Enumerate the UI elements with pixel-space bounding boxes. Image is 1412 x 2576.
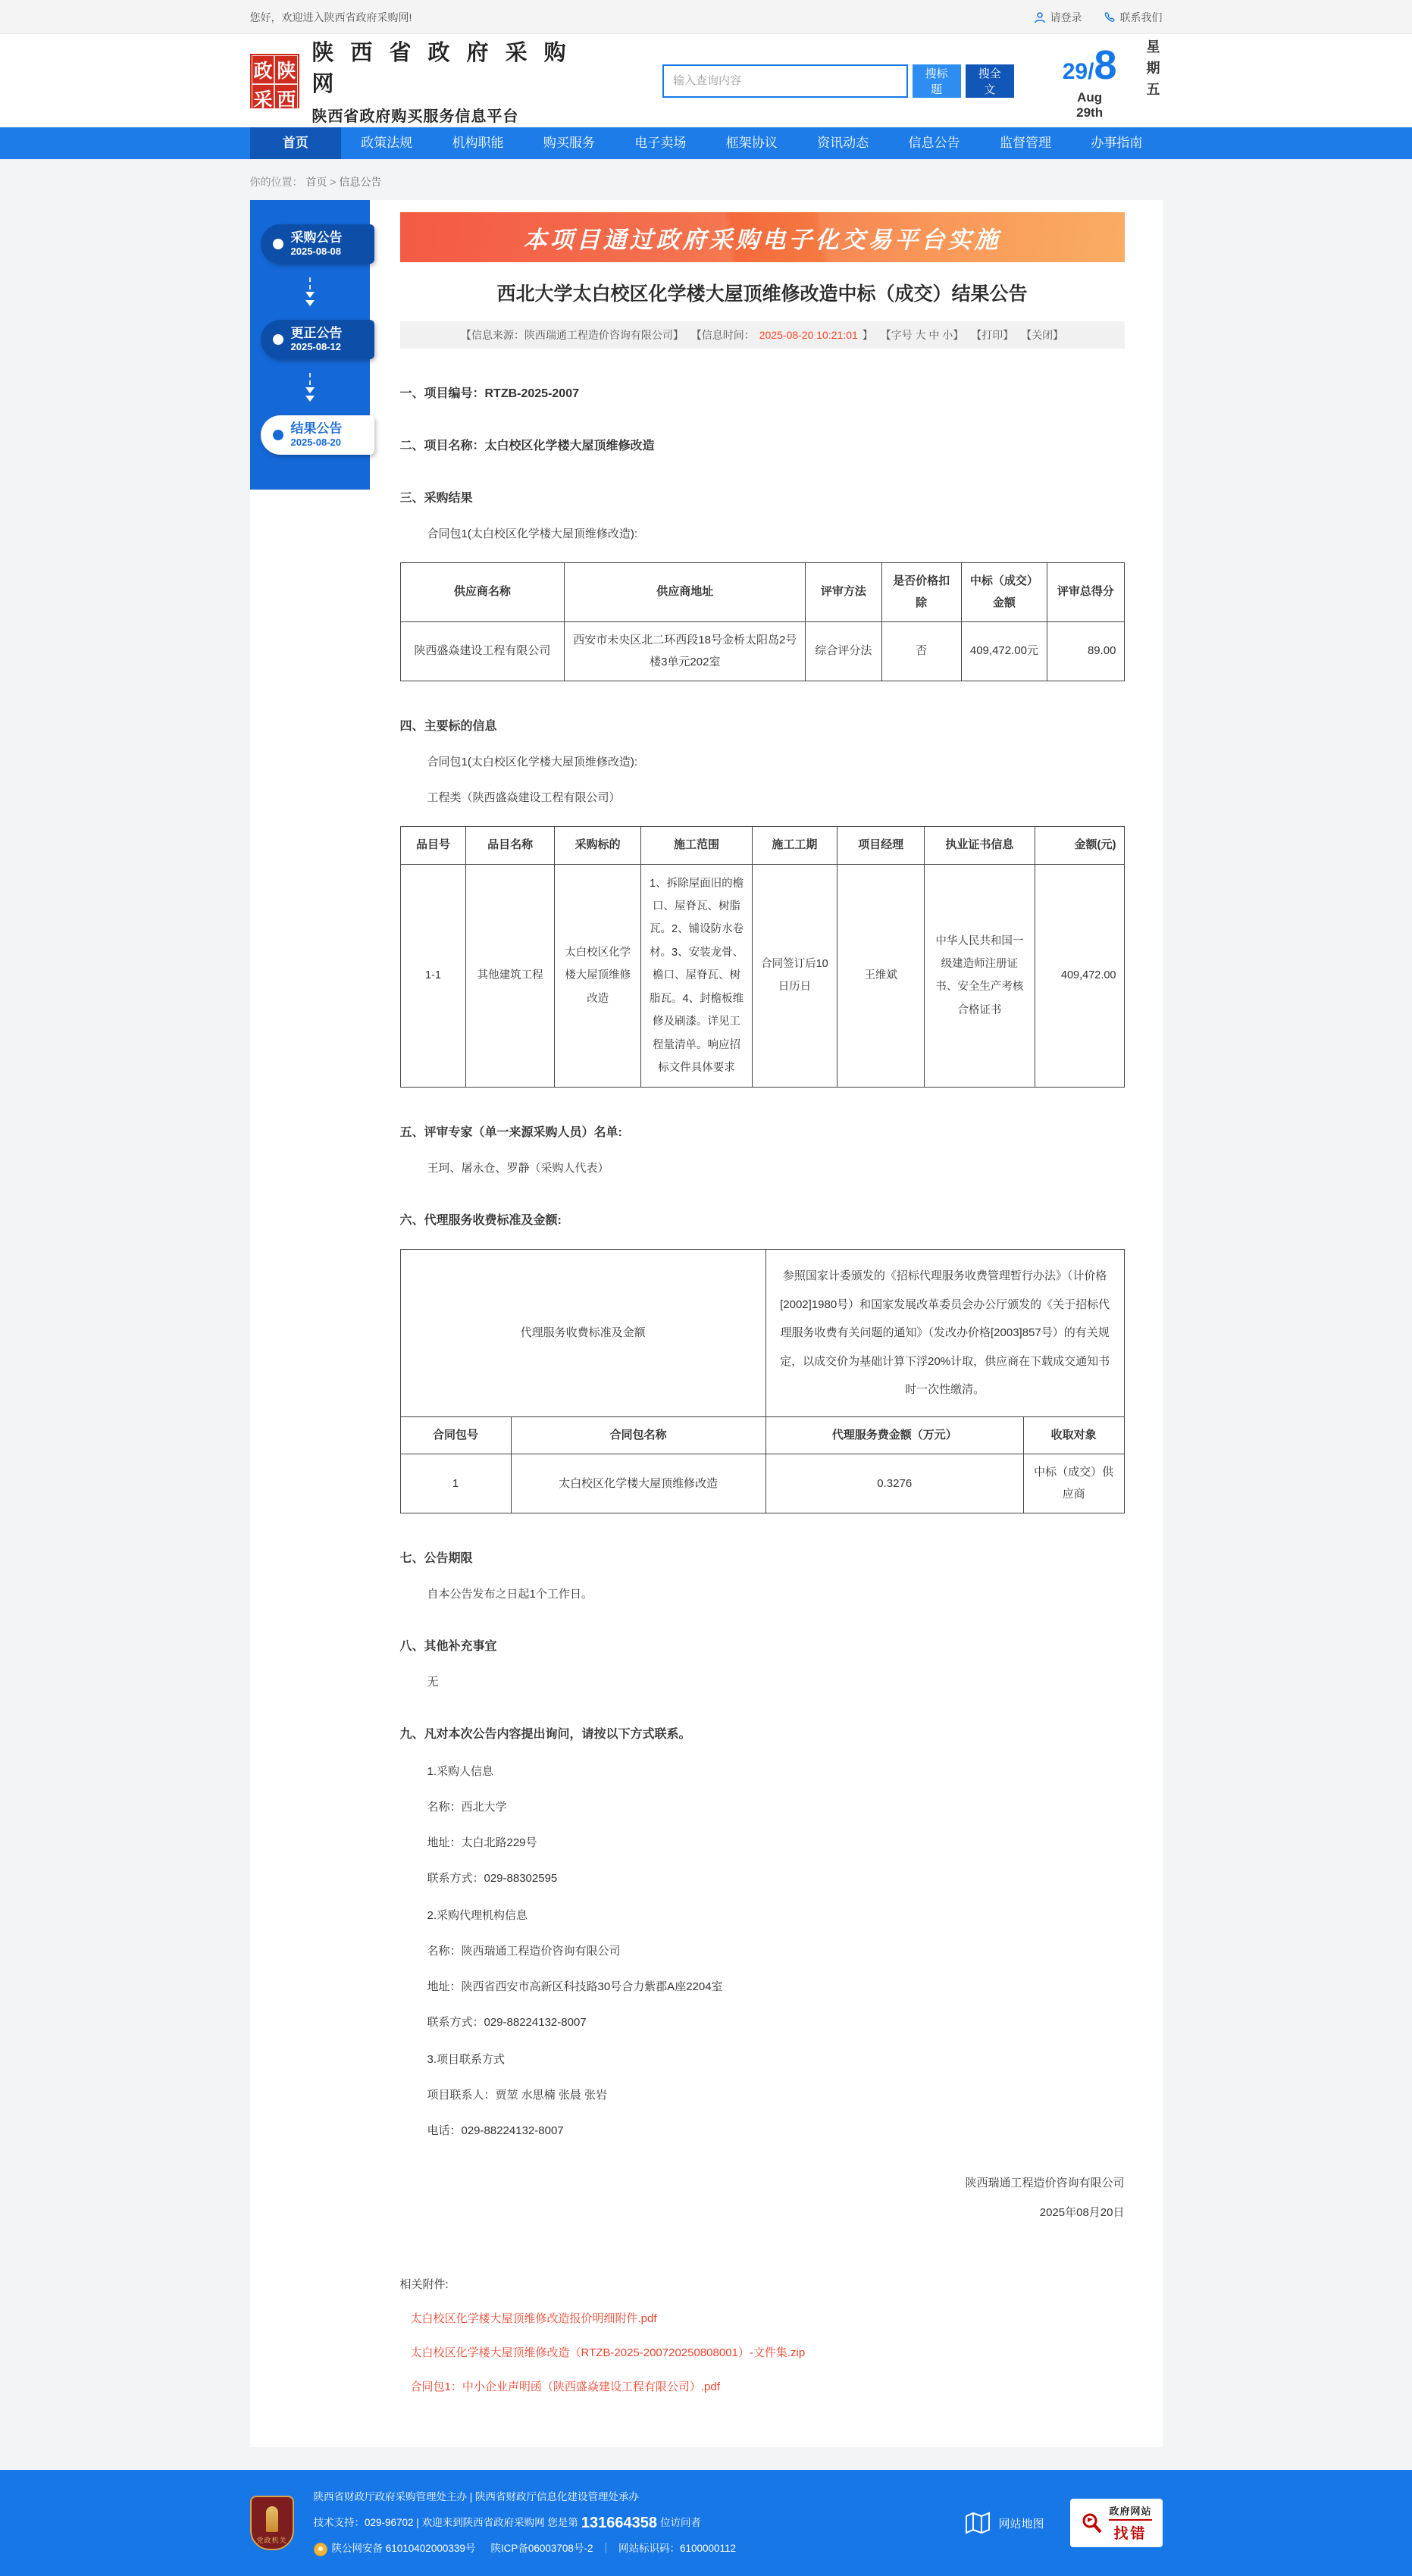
site-code: 网站标识码：6100000112 — [618, 2543, 737, 2555]
info-time: 2025-08-20 10:21:01 — [759, 329, 858, 341]
attachments-section — [400, 2276, 1125, 2394]
project-contact-title: 3.项目联系方式 — [427, 2053, 506, 2067]
breadcrumb-current-link[interactable]: 信息公告 — [339, 176, 382, 188]
contact-line: 项目联系人：贾堃 水思楠 张晨 张岩 — [427, 2089, 608, 2102]
platform-banner: 本项目通过政府采购电子化交易平台实施 — [400, 212, 1125, 262]
section-other-matters: 八、其他补充事宜 — [399, 1640, 497, 1654]
signature-block — [400, 2168, 1125, 2227]
agency-fee-table — [400, 1249, 1125, 1513]
attachment-link[interactable]: 太白校区化学楼大屋顶维修改造（RTZB-2025-200720250808001）-文件集.zip — [410, 2346, 806, 2360]
purchaser-info-title: 1.采购人信息 — [427, 1765, 494, 1779]
nav-item-supervision[interactable]: 监督管理 — [999, 136, 1051, 150]
login-link[interactable]: 请登录 — [1034, 10, 1082, 25]
section-procurement-result: 三、采购结果 — [399, 492, 473, 505]
attachment-link[interactable]: 合同包1：中小企业声明函（陕西盛焱建设工程有限公司）.pdf — [410, 2380, 720, 2394]
table-header-row: 合同包号 合同包名称 代理服务费金额（万元） 收取对象 — [400, 1416, 1124, 1454]
search-input[interactable] — [662, 64, 908, 98]
section-experts: 五、评审专家（单一来源采购人员）名单: — [399, 1126, 622, 1140]
info-source: 【信息来源：陕西瑞通工程造价咨询有限公司】 — [460, 329, 684, 341]
contact-line: 名称：西北大学 — [427, 1801, 507, 1814]
timeline-arrow-icon — [250, 264, 370, 320]
timeline-arrow-icon — [250, 359, 370, 415]
sitemap-link[interactable]: 网站地图 — [965, 2512, 1044, 2534]
search-title-button[interactable]: 搜标题 — [913, 64, 961, 98]
expert-names: 王珂、屠永仓、罗静（采购人代表） — [427, 1162, 609, 1175]
step-dot — [273, 334, 283, 345]
announcement-timeline — [250, 200, 370, 490]
site-header — [0, 34, 1412, 127]
nav-item-purchase-services[interactable]: 购买服务 — [543, 136, 595, 150]
top-bar — [0, 0, 1412, 34]
nav-item-policies[interactable]: 政策法规 — [361, 136, 413, 150]
phone-icon — [1104, 11, 1116, 23]
close-button[interactable]: 【关闭】 — [1021, 329, 1064, 341]
contact-line: 名称：陕西瑞通工程造价咨询有限公司 — [427, 1945, 621, 1958]
section-project-number: 一、项目编号：RTZB-2025-2007 — [399, 387, 580, 400]
timeline-step-result[interactable]: 结果公告 2025-08-20 — [261, 415, 374, 455]
nav-item-news[interactable]: 资讯动态 — [817, 136, 869, 150]
section-main-bid-info: 四、主要标的信息 — [399, 720, 497, 733]
nav-item-emall[interactable]: 电子卖场 — [634, 136, 687, 150]
step-dot — [273, 430, 283, 440]
page-title: 西北大学太白校区化学楼大屋顶维修改造中标（成交）结果公告 — [496, 283, 1028, 305]
contact-line: 电话：029-88224132-8007 — [427, 2124, 564, 2138]
gov-site-error-report-badge[interactable]: 政府网站 找错 — [1070, 2499, 1163, 2547]
footer-support-line: 技术支持：029-96702 | 欢迎来到陕西省政府采购网 您是第 131664358 位访问者 — [314, 2512, 737, 2534]
site-title: 陕 西 省 政 府 采 购 网 — [312, 41, 571, 96]
search-box — [662, 64, 1014, 98]
contact-line: 地址：太白北路229号 — [427, 1836, 537, 1850]
agency-info-title: 2.采购代理机构信息 — [427, 1909, 528, 1923]
site-subtitle: 陕西省政府购买服务信息平台 — [312, 108, 519, 125]
site-footer — [0, 2470, 1412, 2576]
map-icon — [965, 2512, 991, 2534]
search-fulltext-button[interactable]: 搜全文 — [966, 64, 1014, 98]
contract-package-line: 合同包1(太白校区化学楼大屋顶维修改造): — [427, 527, 638, 540]
timeline-step-correction[interactable]: 更正公告 2025-08-12 — [261, 320, 374, 359]
police-badge-icon — [314, 2543, 327, 2556]
section-project-name: 二、项目名称：太白校区化学楼大屋顶维修改造 — [399, 440, 655, 452]
font-size-control[interactable]: 【字号 大 中 小】 — [880, 329, 964, 341]
visitor-count: 131664358 — [581, 2515, 657, 2532]
section-contact: 九、凡对本次公告内容提出询问，请按以下方式联系。 — [399, 1728, 691, 1742]
contact-line: 联系方式：029-88224132-8007 — [427, 2016, 587, 2030]
table-header-row: 品目号 品目名称 采购标的 施工范围 施工工期 项目经理 执业证书信息 金额(元) — [400, 827, 1124, 865]
period-body: 自本公告发布之日起1个工作日。 — [427, 1588, 593, 1601]
main-nav — [0, 127, 1412, 159]
bid-detail-table — [400, 826, 1125, 1088]
category-line: 工程类（陕西盛焱建设工程有限公司） — [427, 791, 621, 804]
content-card — [250, 200, 1163, 2447]
icp-record[interactable]: 陕ICP备06003708号-2 — [490, 2543, 593, 2555]
nav-item-home[interactable]: 首页 — [250, 127, 341, 159]
party-gov-badge-icon: 党政机关 — [250, 2496, 294, 2550]
section-agency-fee: 六、代理服务收费标准及金额: — [399, 1214, 562, 1228]
contact-line: 地址：陕西省西安市高新区科技路30号合力紫郡A座2204室 — [427, 1980, 723, 1994]
public-security-record[interactable]: 陕公网安备 61010402000339号 — [331, 2543, 476, 2555]
step-dot — [273, 239, 283, 249]
other-matters-body: 无 — [427, 1676, 439, 1689]
breadcrumb-home-link[interactable]: 首页 — [305, 176, 327, 188]
date-english: Aug 29th — [1076, 89, 1104, 120]
footer-organizer-line: 陕西省财政厅政府采购管理处主办 | 陕西省财政厅信息化建设管理处承办 — [313, 2490, 640, 2502]
section-announcement-period: 七、公告期限 — [399, 1552, 473, 1566]
user-icon — [1034, 11, 1046, 23]
nav-item-functions[interactable]: 机构职能 — [452, 136, 504, 150]
nav-item-framework[interactable]: 框架协议 — [725, 136, 778, 150]
timeline-step-procurement[interactable]: 采购公告 2025-08-08 — [261, 224, 374, 264]
article-meta-bar: 【信息来源：陕西瑞通工程造价咨询有限公司】 【信息时间： 2025-08-20 10:21:01 】 【字号 大 中 小】 【打印】 【关闭】 — [400, 321, 1125, 349]
contact-link[interactable]: 联系我们 — [1104, 10, 1163, 25]
table-header-row: 供应商名称 供应商地址 评审方法 是否价格扣除 中标（成交）金额 评审总得分 — [400, 563, 1124, 622]
attachment-link[interactable]: 太白校区化学楼大屋顶维修改造报价明细附件.pdf — [410, 2312, 657, 2326]
announcement-article — [400, 200, 1125, 2394]
breadcrumb: 你的位置： 首页 > 信息公告 — [249, 176, 382, 188]
welcome-text: 您好，欢迎进入陕西省政府采购网! — [249, 11, 412, 23]
weekday-vertical: 星期五 — [1144, 39, 1160, 103]
nav-item-announcements[interactable]: 信息公告 — [908, 136, 960, 150]
signature-date: 2025年08月20日 — [1039, 2206, 1125, 2220]
table-row: 代理服务收费标准及金额 参照国家计委颁发的《招标代理服务收费管理暂行办法》（计价格[2002]1980号）和国家发展改革委员会办公厅颁发的《关于招标代理服务收费有关问题的通知》（发改办价格[2003]857号）的有关规定，以成交价为基础计算下浮20%计取，供应商在下载成交通知书时一次性缴清。 — [400, 1250, 1124, 1417]
signature-company: 陕西瑞通工程造价咨询有限公司 — [965, 2177, 1125, 2190]
nav-item-guide[interactable]: 办事指南 — [1091, 136, 1143, 150]
site-logo: 政 陕 采 西 — [250, 54, 300, 108]
magnifier-icon — [1080, 2512, 1103, 2534]
print-button[interactable]: 【打印】 — [971, 329, 1014, 341]
attachments-label: 相关附件: — [399, 2278, 449, 2292]
contact-line: 联系方式：029-88302595 — [427, 1872, 558, 1886]
table-row: 1 太白校区化学楼大屋顶维修改造 0.3276 中标（成交）供应商 — [400, 1454, 1124, 1513]
info-time-label: 【信息时间： — [690, 329, 755, 341]
table-row: 陕西盛焱建设工程有限公司 西安市未央区北二环西段18号金桥太阳岛2号楼3单元202室 综合评分法 否 409,472.00元 89.00 — [400, 622, 1124, 681]
table-row: 1-1 其他建筑工程 太白校区化学楼大屋顶维修改造 1、拆除屋面旧的檐口、屋脊瓦、树脂瓦。2、铺设防水卷材。3、安装龙骨、檐口、屋脊瓦、树脂瓦。4、封檐板维修及刷漆。详见工程量清单。响应招标文件具体要求 合同签订后10日历日 王维斌 中华人民共和国一级建造师注册证书、安全生产考核合格证书 409,472.00 — [400, 864, 1124, 1088]
date-display: 29/8 Aug 29th — [1062, 42, 1117, 120]
supplier-result-table — [400, 562, 1125, 681]
contract-package-line: 合同包1(太白校区化学楼大屋顶维修改造): — [427, 756, 638, 768]
footer-beian-line: 陕公网安备 61010402000339号 陕ICP备06003708号-2 ｜ 网站标识码：6100000112 — [314, 2542, 737, 2556]
